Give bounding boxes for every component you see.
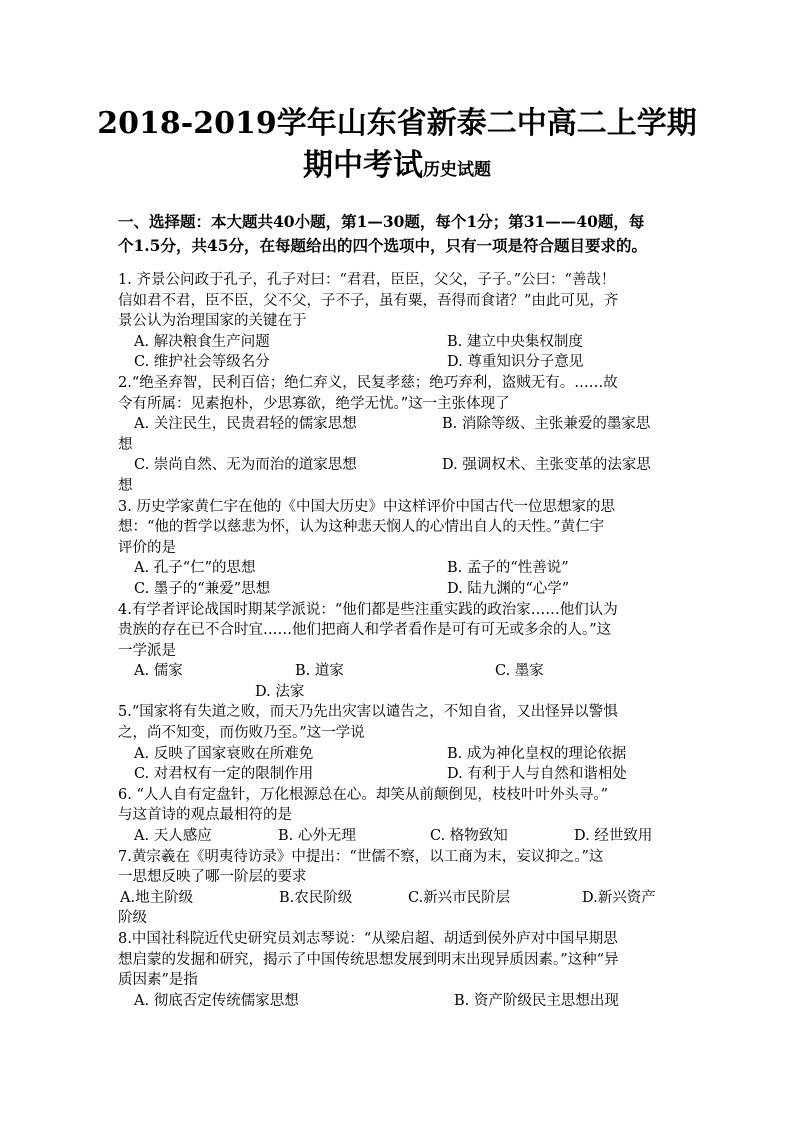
question-text-line: 5.“国家将有失道之败，而天乃先出灾害以谴告之，不知自省，又出怪异以警惧 [118, 704, 618, 721]
option-c[interactable]: C. 格物致知 [430, 828, 508, 845]
option-wrap [118, 476, 678, 497]
option-row [118, 332, 678, 353]
option-a[interactable]: A.地主阶级 [120, 889, 194, 906]
exam-subtitle-main: 期中考试 [303, 148, 423, 183]
option-row [118, 352, 678, 373]
questions-body [118, 270, 678, 1011]
option-d[interactable]: D. 尊重知识分子意见 [447, 354, 584, 371]
question-6 [118, 785, 678, 847]
option-a[interactable]: A. 孔子“仁”的思想 [134, 560, 256, 577]
question-text-line: 4.有学者评论战国时期某学派说：“他们都是些注重实践的政治家……他们认为 [118, 601, 618, 618]
question-text-line: 质因素”是指 [118, 972, 198, 989]
option-row [118, 579, 678, 600]
option-b[interactable]: B. 心外无理 [278, 828, 356, 845]
option-a[interactable]: A. 反映了国家衰败在所难免 [134, 745, 314, 762]
question-4 [118, 600, 678, 703]
option-c[interactable]: C.新兴市民阶层 [408, 889, 511, 906]
option-a[interactable]: A. 解决粮食生产问题 [134, 333, 270, 350]
question-text-line: 贵族的存在已不合时宜……他们把商人和学者看作是可有可无或多余的人。”这 [118, 622, 612, 639]
question-5 [118, 702, 678, 784]
option-c[interactable]: C. 墨家 [495, 663, 544, 680]
question-7 [118, 847, 678, 929]
option-wrap [118, 908, 678, 929]
option-a[interactable]: A. 彻底否定传统儒家思想 [134, 992, 299, 1009]
option-a[interactable]: A. 天人感应 [134, 828, 212, 845]
option-row [118, 661, 678, 682]
question-text-line: 令有所属：见素抱朴，少思寡欲，绝学无忧。”这一主张体现了 [118, 395, 510, 412]
option-d[interactable]: D. 法家 [255, 683, 305, 700]
option-b[interactable]: B.农民阶级 [279, 889, 353, 906]
option-b[interactable]: B. 消除等级、主张兼爱的墨家思 [442, 416, 651, 433]
option-d[interactable]: D. 有利于人与自然和谐相处 [447, 766, 627, 783]
question-text-line: 8.中国社科院近代史研究员刘志琴说：“从梁启超、胡适到侯外庐对中国早期思 [118, 931, 618, 947]
option-c[interactable]: C. 墨子的“兼爱”思想 [134, 580, 271, 597]
question-text-line: 想启蒙的发掘和研究，揭示了中国传统思想发展到明末出现异质因素。”这种“异 [118, 951, 619, 968]
question-8 [118, 929, 678, 1011]
question-text-line: 一思想反映了哪一阶层的要求 [118, 869, 307, 886]
question-text-line: 3. 历史学家黄仁宇在他的《中国大历史》中这样评价中国古代一位思想家的思 [118, 498, 615, 515]
option-a[interactable]: A. 关注民生，民贵君轻的儒家思想 [134, 416, 357, 433]
option-d[interactable]: D. 陆九渊的“心学” [447, 580, 570, 597]
question-text-line: 一学派是 [118, 642, 176, 659]
question-text-line: 1. 齐景公问政于孔子，孔子对曰：“君君，臣臣，父父，子子。”公曰：“善哉！ [118, 272, 616, 288]
option-c[interactable]: C. 维护社会等级名分 [134, 354, 270, 371]
option-row [118, 682, 678, 703]
exam-subtitle-subject: 历史试题 [423, 160, 491, 180]
option-b-wrap: 想 [118, 436, 133, 453]
option-row [118, 744, 678, 765]
option-row [118, 888, 678, 909]
option-c[interactable]: C. 崇尚自然、无为而治的道家思想 [134, 457, 357, 474]
question-text-line: 之，尚不知变，而伤败乃至。”这一学说 [118, 725, 365, 742]
option-a[interactable]: A. 儒家 [134, 663, 183, 680]
question-text-line: 想：“他的哲学以慈悲为怀，认为这种悲天悯人的心情出自人的天性。”黄仁宇 [118, 519, 605, 536]
option-c[interactable]: C. 对君权有一定的限制作用 [134, 766, 314, 783]
question-text-line: 与这首诗的观点最相符的是 [118, 807, 292, 824]
question-text-line: 6. “人人自有定盘针，万化根源总在心。却笑从前颠倒见，枝枝叶叶外头寻。” [118, 786, 609, 803]
option-wrap [118, 435, 678, 456]
option-b[interactable]: B. 道家 [295, 663, 344, 680]
option-row [118, 991, 678, 1012]
question-2 [118, 373, 678, 497]
option-row [118, 414, 678, 435]
option-b[interactable]: B. 建立中央集权制度 [447, 333, 583, 350]
option-d[interactable]: D. 经世致用 [574, 828, 653, 845]
question-text-line: 信如君不君，臣不臣，父不父，子不子，虽有粟，吾得而食诸？”由此可见，齐 [118, 292, 619, 309]
exam-title: 2018-2019学年山东省新泰二中高二上学期 [97, 106, 697, 141]
option-b[interactable]: B. 成为神化皇权的理论依据 [447, 745, 627, 762]
question-text-line: 评价的是 [118, 539, 176, 556]
option-b[interactable]: B. 孟子的“性善说” [447, 560, 569, 577]
option-b[interactable]: B. 资产阶级民主思想出现 [454, 992, 619, 1009]
option-row [118, 558, 678, 579]
question-1 [118, 270, 678, 373]
exam-subtitle [0, 140, 794, 184]
option-d[interactable]: D. 强调权术、主张变革的法家思 [442, 457, 651, 474]
section-line: 个1.5分，共45分，在每题给出的四个选项中，只有一项是符合题目要求的。 [118, 236, 648, 255]
option-d[interactable]: D.新兴资产 [582, 889, 656, 906]
section-instructions [118, 210, 678, 258]
question-text-line: 7.黄宗羲在《明夷待访录》中提出：“世儒不察，以工商为末，妄议抑之。”这 [118, 848, 604, 865]
option-d-wrap: 阶级 [118, 910, 147, 927]
question-text-line: 2.“绝圣弃智，民利百倍；绝仁弃义，民复孝慈；绝巧弃利，盗贼无有。……故 [118, 374, 618, 391]
option-d-wrap: 想 [118, 477, 133, 494]
option-row [118, 455, 678, 476]
question-3 [118, 497, 678, 600]
option-row [118, 826, 678, 847]
section-line: 一、选择题：本大题共40小题，第1—30题，每个1分；第31——40题，每 [118, 212, 645, 231]
option-row [118, 764, 678, 785]
question-text-line: 景公认为治理国家的关键在于 [118, 313, 307, 330]
